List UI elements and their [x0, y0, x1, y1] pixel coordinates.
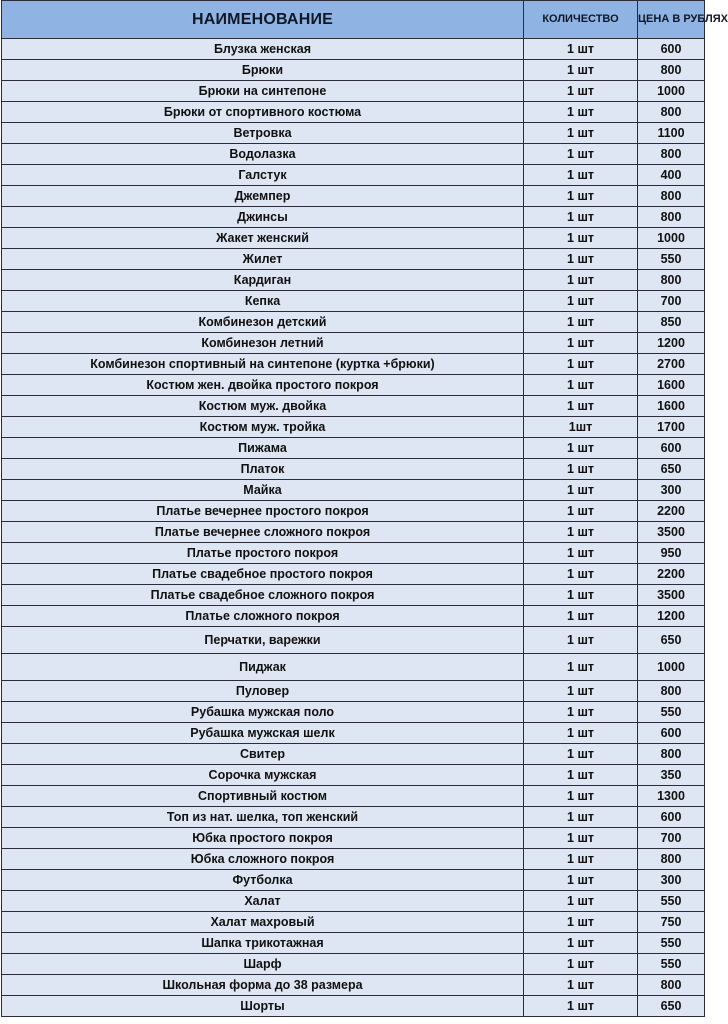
- cell-price: 600: [638, 723, 705, 744]
- table-row: [2, 933, 705, 954]
- table-row: [2, 186, 705, 207]
- cell-quantity: 1шт: [524, 417, 638, 438]
- cell-price: 600: [638, 39, 705, 60]
- table-header: [2, 1, 728, 39]
- cell-price: 550: [638, 702, 705, 723]
- cell-price: 950: [638, 543, 705, 564]
- cell-name: Свитер: [2, 744, 524, 765]
- cell-quantity: 1 шт: [524, 849, 638, 870]
- table-row: [2, 585, 705, 606]
- cell-name: Брюки на синтепоне: [2, 81, 524, 102]
- header-row: [2, 1, 705, 39]
- table-row: [2, 39, 705, 60]
- cell-price: 550: [638, 954, 705, 975]
- table-row: [2, 60, 705, 81]
- table-row: [2, 891, 705, 912]
- cell-quantity: 1 шт: [524, 375, 638, 396]
- cell-quantity: 1 шт: [524, 186, 638, 207]
- cell-price: 800: [638, 270, 705, 291]
- cell-price: 1200: [638, 606, 705, 627]
- cell-quantity: 1 шт: [524, 438, 638, 459]
- table-row: [2, 627, 705, 654]
- cell-name: Юбка сложного покроя: [2, 849, 524, 870]
- cell-price: 1600: [638, 396, 705, 417]
- cell-price: 800: [638, 144, 705, 165]
- cell-price: 800: [638, 60, 705, 81]
- cell-quantity: 1 шт: [524, 912, 638, 933]
- table-row: [2, 291, 705, 312]
- cell-name: Шапка трикотажная: [2, 933, 524, 954]
- cell-name: Джинсы: [2, 207, 524, 228]
- cell-price: 650: [638, 459, 705, 480]
- cell-name: Блузка женская: [2, 39, 524, 60]
- cell-price: 800: [638, 207, 705, 228]
- cell-name: Кепка: [2, 291, 524, 312]
- cell-name: Костюм муж. тройка: [2, 417, 524, 438]
- cell-quantity: 1 шт: [524, 165, 638, 186]
- table-row: [2, 564, 705, 585]
- table-row: [2, 654, 705, 681]
- cell-name: Комбинезон спортивный на синтепоне (куртка +брюки): [2, 354, 524, 375]
- cell-name: Джемпер: [2, 186, 524, 207]
- cell-name: Пуловер: [2, 681, 524, 702]
- cell-price: 400: [638, 165, 705, 186]
- cell-name: Платье простого покроя: [2, 543, 524, 564]
- cell-name: Костюм муж. двойка: [2, 396, 524, 417]
- table-row: [2, 786, 705, 807]
- cell-quantity: 1 шт: [524, 333, 638, 354]
- cell-quantity: 1 шт: [524, 543, 638, 564]
- cell-name: Брюки: [2, 60, 524, 81]
- cell-price: 350: [638, 765, 705, 786]
- cell-price: 700: [638, 828, 705, 849]
- cell-price: 600: [638, 807, 705, 828]
- table-row: [2, 375, 705, 396]
- cell-name: Пиджак: [2, 654, 524, 681]
- cell-quantity: 1 шт: [524, 144, 638, 165]
- cell-name: Галстук: [2, 165, 524, 186]
- cell-quantity: 1 шт: [524, 354, 638, 375]
- cell-price: 3500: [638, 585, 705, 606]
- cell-name: Кардиган: [2, 270, 524, 291]
- table-row: [2, 996, 705, 1017]
- table-row: [2, 543, 705, 564]
- cell-quantity: 1 шт: [524, 870, 638, 891]
- cell-quantity: 1 шт: [524, 81, 638, 102]
- cell-price: 850: [638, 312, 705, 333]
- cell-name: Жилет: [2, 249, 524, 270]
- table-row: [2, 522, 705, 543]
- cell-quantity: 1 шт: [524, 207, 638, 228]
- cell-name: Водолазка: [2, 144, 524, 165]
- table-row: [2, 207, 705, 228]
- table-row: [2, 828, 705, 849]
- table-row: [2, 228, 705, 249]
- cell-quantity: 1 шт: [524, 807, 638, 828]
- cell-quantity: 1 шт: [524, 102, 638, 123]
- cell-quantity: 1 шт: [524, 228, 638, 249]
- table-row: [2, 102, 705, 123]
- cell-price: 2200: [638, 564, 705, 585]
- cell-name: Топ из нат. шелка, топ женский: [2, 807, 524, 828]
- cell-quantity: 1 шт: [524, 606, 638, 627]
- table-row: [2, 681, 705, 702]
- cell-name: Шарф: [2, 954, 524, 975]
- cell-price: 800: [638, 849, 705, 870]
- cell-name: Халат: [2, 891, 524, 912]
- cell-price: 750: [638, 912, 705, 933]
- cell-name: Комбинезон детский: [2, 312, 524, 333]
- cell-quantity: 1 шт: [524, 654, 638, 681]
- cell-name: Майка: [2, 480, 524, 501]
- table-row: [2, 912, 705, 933]
- cell-price: 300: [638, 480, 705, 501]
- cell-name: Пижама: [2, 438, 524, 459]
- cell-quantity: 1 шт: [524, 270, 638, 291]
- cell-name: Школьная форма до 38 размера: [2, 975, 524, 996]
- table-row: [2, 270, 705, 291]
- cell-price: 800: [638, 744, 705, 765]
- cell-name: Платье сложного покроя: [2, 606, 524, 627]
- cell-name: Платье вечернее сложного покроя: [2, 522, 524, 543]
- cell-name: Жакет женский: [2, 228, 524, 249]
- cell-price: 1100: [638, 123, 705, 144]
- cell-name: Спортивный костюм: [2, 786, 524, 807]
- cell-quantity: 1 шт: [524, 39, 638, 60]
- table-row: [2, 606, 705, 627]
- price-table: [1, 0, 728, 1017]
- cell-quantity: 1 шт: [524, 891, 638, 912]
- cell-quantity: 1 шт: [524, 312, 638, 333]
- cell-name: Халат махровый: [2, 912, 524, 933]
- cell-quantity: 1 шт: [524, 480, 638, 501]
- cell-quantity: 1 шт: [524, 996, 638, 1017]
- table-row: [2, 459, 705, 480]
- cell-name: Костюм жен. двойка простого покроя: [2, 375, 524, 396]
- cell-quantity: 1 шт: [524, 60, 638, 81]
- cell-name: Брюки от спортивного костюма: [2, 102, 524, 123]
- cell-price: 650: [638, 996, 705, 1017]
- table-row: [2, 144, 705, 165]
- cell-price: 700: [638, 291, 705, 312]
- cell-quantity: 1 шт: [524, 627, 638, 654]
- cell-price: 2700: [638, 354, 705, 375]
- cell-name: Перчатки, варежки: [2, 627, 524, 654]
- table-row: [2, 744, 705, 765]
- cell-price: 1000: [638, 81, 705, 102]
- cell-name: Комбинезон летний: [2, 333, 524, 354]
- cell-quantity: 1 шт: [524, 459, 638, 480]
- table-row: [2, 123, 705, 144]
- cell-name: Платье вечернее простого покроя: [2, 501, 524, 522]
- cell-name: Рубашка мужская шелк: [2, 723, 524, 744]
- cell-quantity: 1 шт: [524, 828, 638, 849]
- cell-quantity: 1 шт: [524, 723, 638, 744]
- table-row: [2, 501, 705, 522]
- cell-quantity: 1 шт: [524, 522, 638, 543]
- cell-name: Шорты: [2, 996, 524, 1017]
- cell-quantity: 1 шт: [524, 291, 638, 312]
- cell-price: 1200: [638, 333, 705, 354]
- cell-quantity: 1 шт: [524, 585, 638, 606]
- cell-quantity: 1 шт: [524, 123, 638, 144]
- cell-quantity: 1 шт: [524, 954, 638, 975]
- cell-name: Платье свадебное простого покроя: [2, 564, 524, 585]
- cell-quantity: 1 шт: [524, 765, 638, 786]
- cell-price: 800: [638, 975, 705, 996]
- cell-name: Футболка: [2, 870, 524, 891]
- cell-price: 550: [638, 249, 705, 270]
- cell-quantity: 1 шт: [524, 396, 638, 417]
- cell-quantity: 1 шт: [524, 681, 638, 702]
- table-row: [2, 396, 705, 417]
- cell-price: 650: [638, 627, 705, 654]
- cell-quantity: 1 шт: [524, 786, 638, 807]
- cell-price: 2200: [638, 501, 705, 522]
- header-name: НАИМЕНОВАНИЕ: [2, 1, 524, 39]
- cell-price: 800: [638, 681, 705, 702]
- table-row: [2, 870, 705, 891]
- cell-price: 1000: [638, 654, 705, 681]
- cell-name: Сорочка мужская: [2, 765, 524, 786]
- cell-name: Рубашка мужская поло: [2, 702, 524, 723]
- cell-price: 3500: [638, 522, 705, 543]
- table-row: [2, 975, 705, 996]
- cell-price: 800: [638, 102, 705, 123]
- cell-price: 800: [638, 186, 705, 207]
- cell-name: Ветровка: [2, 123, 524, 144]
- cell-quantity: 1 шт: [524, 501, 638, 522]
- cell-quantity: 1 шт: [524, 975, 638, 996]
- table-row: [2, 333, 705, 354]
- cell-price: 550: [638, 933, 705, 954]
- cell-price: 600: [638, 438, 705, 459]
- table-row: [2, 312, 705, 333]
- table-body: [2, 39, 705, 1017]
- cell-price: 1600: [638, 375, 705, 396]
- cell-price: 1000: [638, 228, 705, 249]
- cell-price: 300: [638, 870, 705, 891]
- cell-name: Платок: [2, 459, 524, 480]
- table-row: [2, 438, 705, 459]
- cell-name: Платье свадебное сложного покроя: [2, 585, 524, 606]
- table-row: [2, 354, 705, 375]
- table-row: [2, 81, 705, 102]
- cell-price: 550: [638, 891, 705, 912]
- table-row: [2, 249, 705, 270]
- cell-quantity: 1 шт: [524, 933, 638, 954]
- table-row: [2, 165, 705, 186]
- table-row: [2, 765, 705, 786]
- table-row: [2, 480, 705, 501]
- cell-quantity: 1 шт: [524, 702, 638, 723]
- cell-quantity: 1 шт: [524, 564, 638, 585]
- table-row: [2, 954, 705, 975]
- table-row: [2, 702, 705, 723]
- cell-name: Юбка простого покроя: [2, 828, 524, 849]
- table-row: [2, 723, 705, 744]
- cell-quantity: 1 шт: [524, 744, 638, 765]
- cell-price: 1300: [638, 786, 705, 807]
- header-quantity: КОЛИЧЕСТВО: [524, 1, 638, 39]
- table-row: [2, 417, 705, 438]
- header-price: ЦЕНА В РУБЛЯХ: [638, 1, 705, 39]
- table-row: [2, 849, 705, 870]
- cell-price: 1700: [638, 417, 705, 438]
- table-row: [2, 807, 705, 828]
- cell-quantity: 1 шт: [524, 249, 638, 270]
